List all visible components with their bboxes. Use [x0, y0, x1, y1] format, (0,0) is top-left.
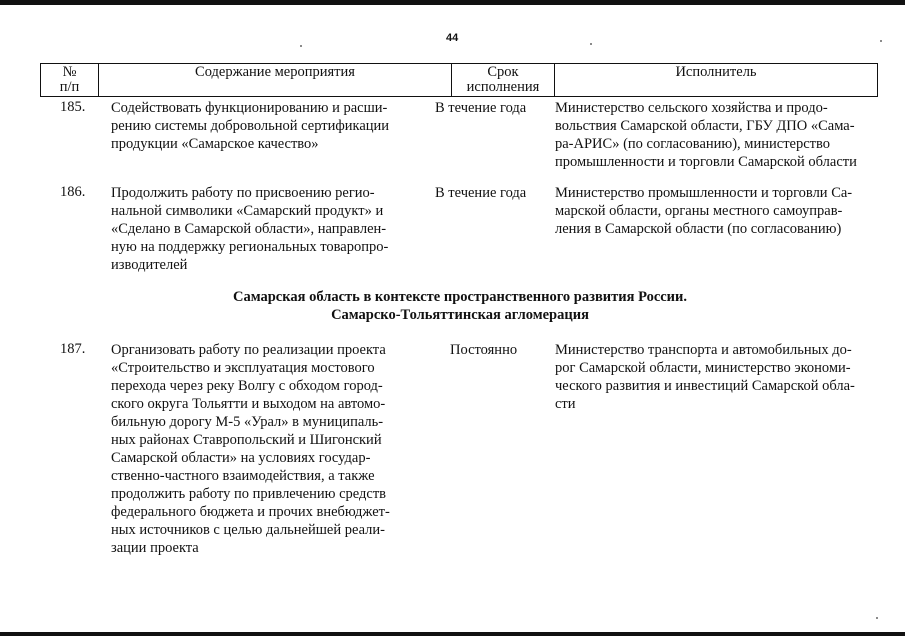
header-number-cell: № п/п	[59, 64, 80, 95]
row-deadline: В течение года	[435, 100, 527, 116]
row-executor: Министерство транспорта и автомобильных до- рог Самарской области, министерство экономи- ческого развития и инвестиций Самарской обла- сти	[555, 342, 855, 412]
table-header	[40, 63, 878, 97]
scan-speck	[590, 43, 592, 45]
row-executor: Министерство промышленности и торговли Са- марской области, органы местного самоуправ- ления в Самарской области (по согласованию)	[555, 185, 853, 237]
row-executor: Министерство сельского хозяйства и продо- вольствия Самарской области, ГБУ ДПО «Сама- ра-АРИС» (по согласованию), министерство промышленности и торговли Самарской области	[555, 100, 857, 170]
scan-speck	[876, 617, 878, 619]
header-content-cell: Содержание мероприятия	[195, 64, 355, 80]
section-heading: Самарская область в контексте пространственного развития России. Самарско-Тольяттинская агломерация	[232, 289, 688, 323]
row-number: 186.	[60, 184, 86, 200]
scan-top-border	[0, 0, 905, 5]
row-content: Содействовать функционированию и расши- рению системы добровольной сертификации продукции «Самарское качество»	[111, 100, 390, 152]
row-deadline: Постоянно	[450, 342, 518, 358]
row-number: 187.	[60, 341, 86, 357]
row-number: 185.	[60, 99, 86, 115]
scan-bottom-border	[0, 632, 905, 636]
scan-speck	[300, 45, 302, 47]
row-content: Продолжить работу по присвоению регио- нальной символики «Самарский продукт» и «Сделано в Самарской области», направлен- ную на поддержку региональных товаропро- изводителей	[111, 185, 389, 273]
scan-speck	[880, 40, 882, 42]
row-deadline: В течение года	[435, 185, 527, 201]
header-deadline-cell: Срок исполнения	[466, 64, 540, 95]
page-number: 44	[446, 32, 459, 44]
header-executor-cell: Исполнитель	[675, 64, 757, 80]
row-content: Организовать работу по реализации проекта «Строительство и эксплуатация мостового перехода через реку Волгу с обходом город- ского округа Тольятти и выходом на автомо- бильную дорогу М-5 «Урал» в муниципаль- ных районах Ставропольский и Шигонский Самарской области» на условиях государ- ственно-частного взаимодействия, а также продолжить работу по привлечению средств федерального бюджета и прочих внебюджет- ных источников с целью дальнейшей реали- зации проекта	[111, 342, 390, 556]
